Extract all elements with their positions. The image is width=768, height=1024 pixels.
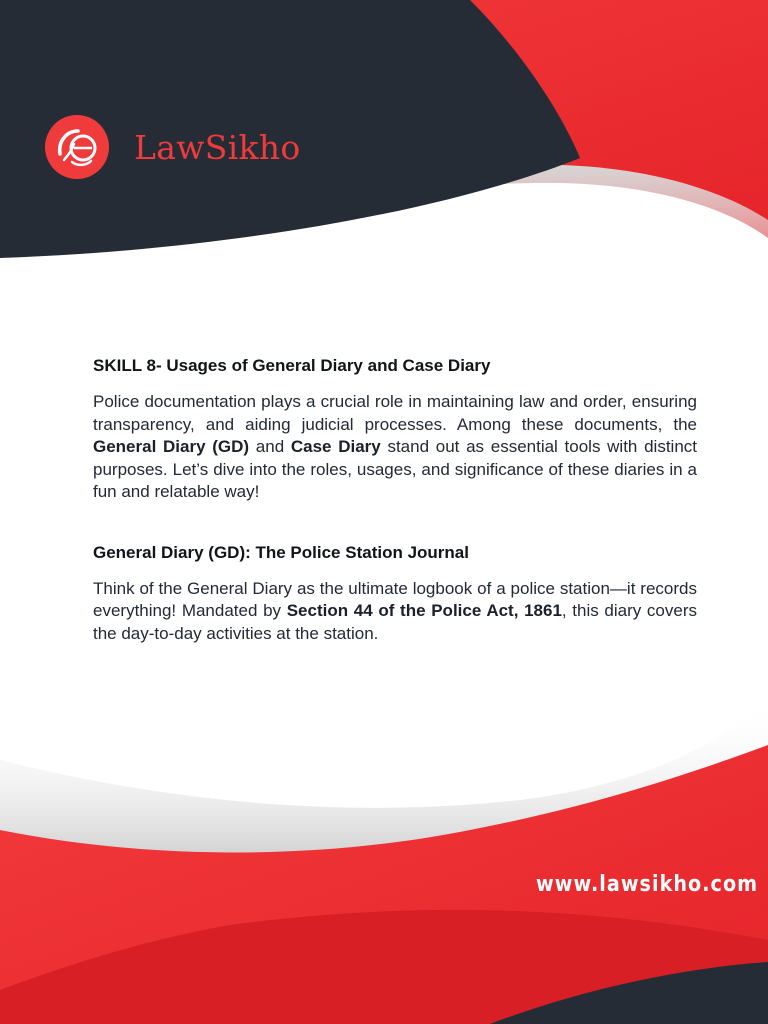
intro-text-1: Police documentation plays a crucial role in maintaining law and order, ensuring transparency, and aiding judicial processes. Among these documents, the [93,392,697,434]
section-bold-police-act: Section 44 of the Police Act, 1861 [286,601,562,620]
article-body [93,356,697,645]
section-heading-general-diary: General Diary (GD): The Police Station Journal [93,542,469,562]
brand-name: LawSikho [134,127,301,167]
intro-bold-general-diary: General Diary (GD) [93,437,250,456]
section-text-1: Think of the General Diary as the ultimate logbook of a police station—it records everything! Mandated by [93,578,697,620]
article-heading: SKILL 8- Usages of General Diary and Case Diary [93,356,491,375]
footer-website-url: www.lawsikho.com [536,872,759,897]
intro-paragraph [93,391,697,504]
intro-bold-case-diary: Case Diary [290,437,381,456]
brand-logo [44,114,301,180]
intro-text-2: and [249,437,291,456]
lawsikho-logo-icon [44,114,110,180]
section-paragraph-general-diary [93,578,697,646]
intro-text-3: stand out as essential tools with distinct purposes. Let’s dive into the roles, usages, and significance of these diaries in a fun and relatable way! [93,437,697,501]
section-text-2: , this diary covers the day-to-day activities at the station. [93,601,697,643]
